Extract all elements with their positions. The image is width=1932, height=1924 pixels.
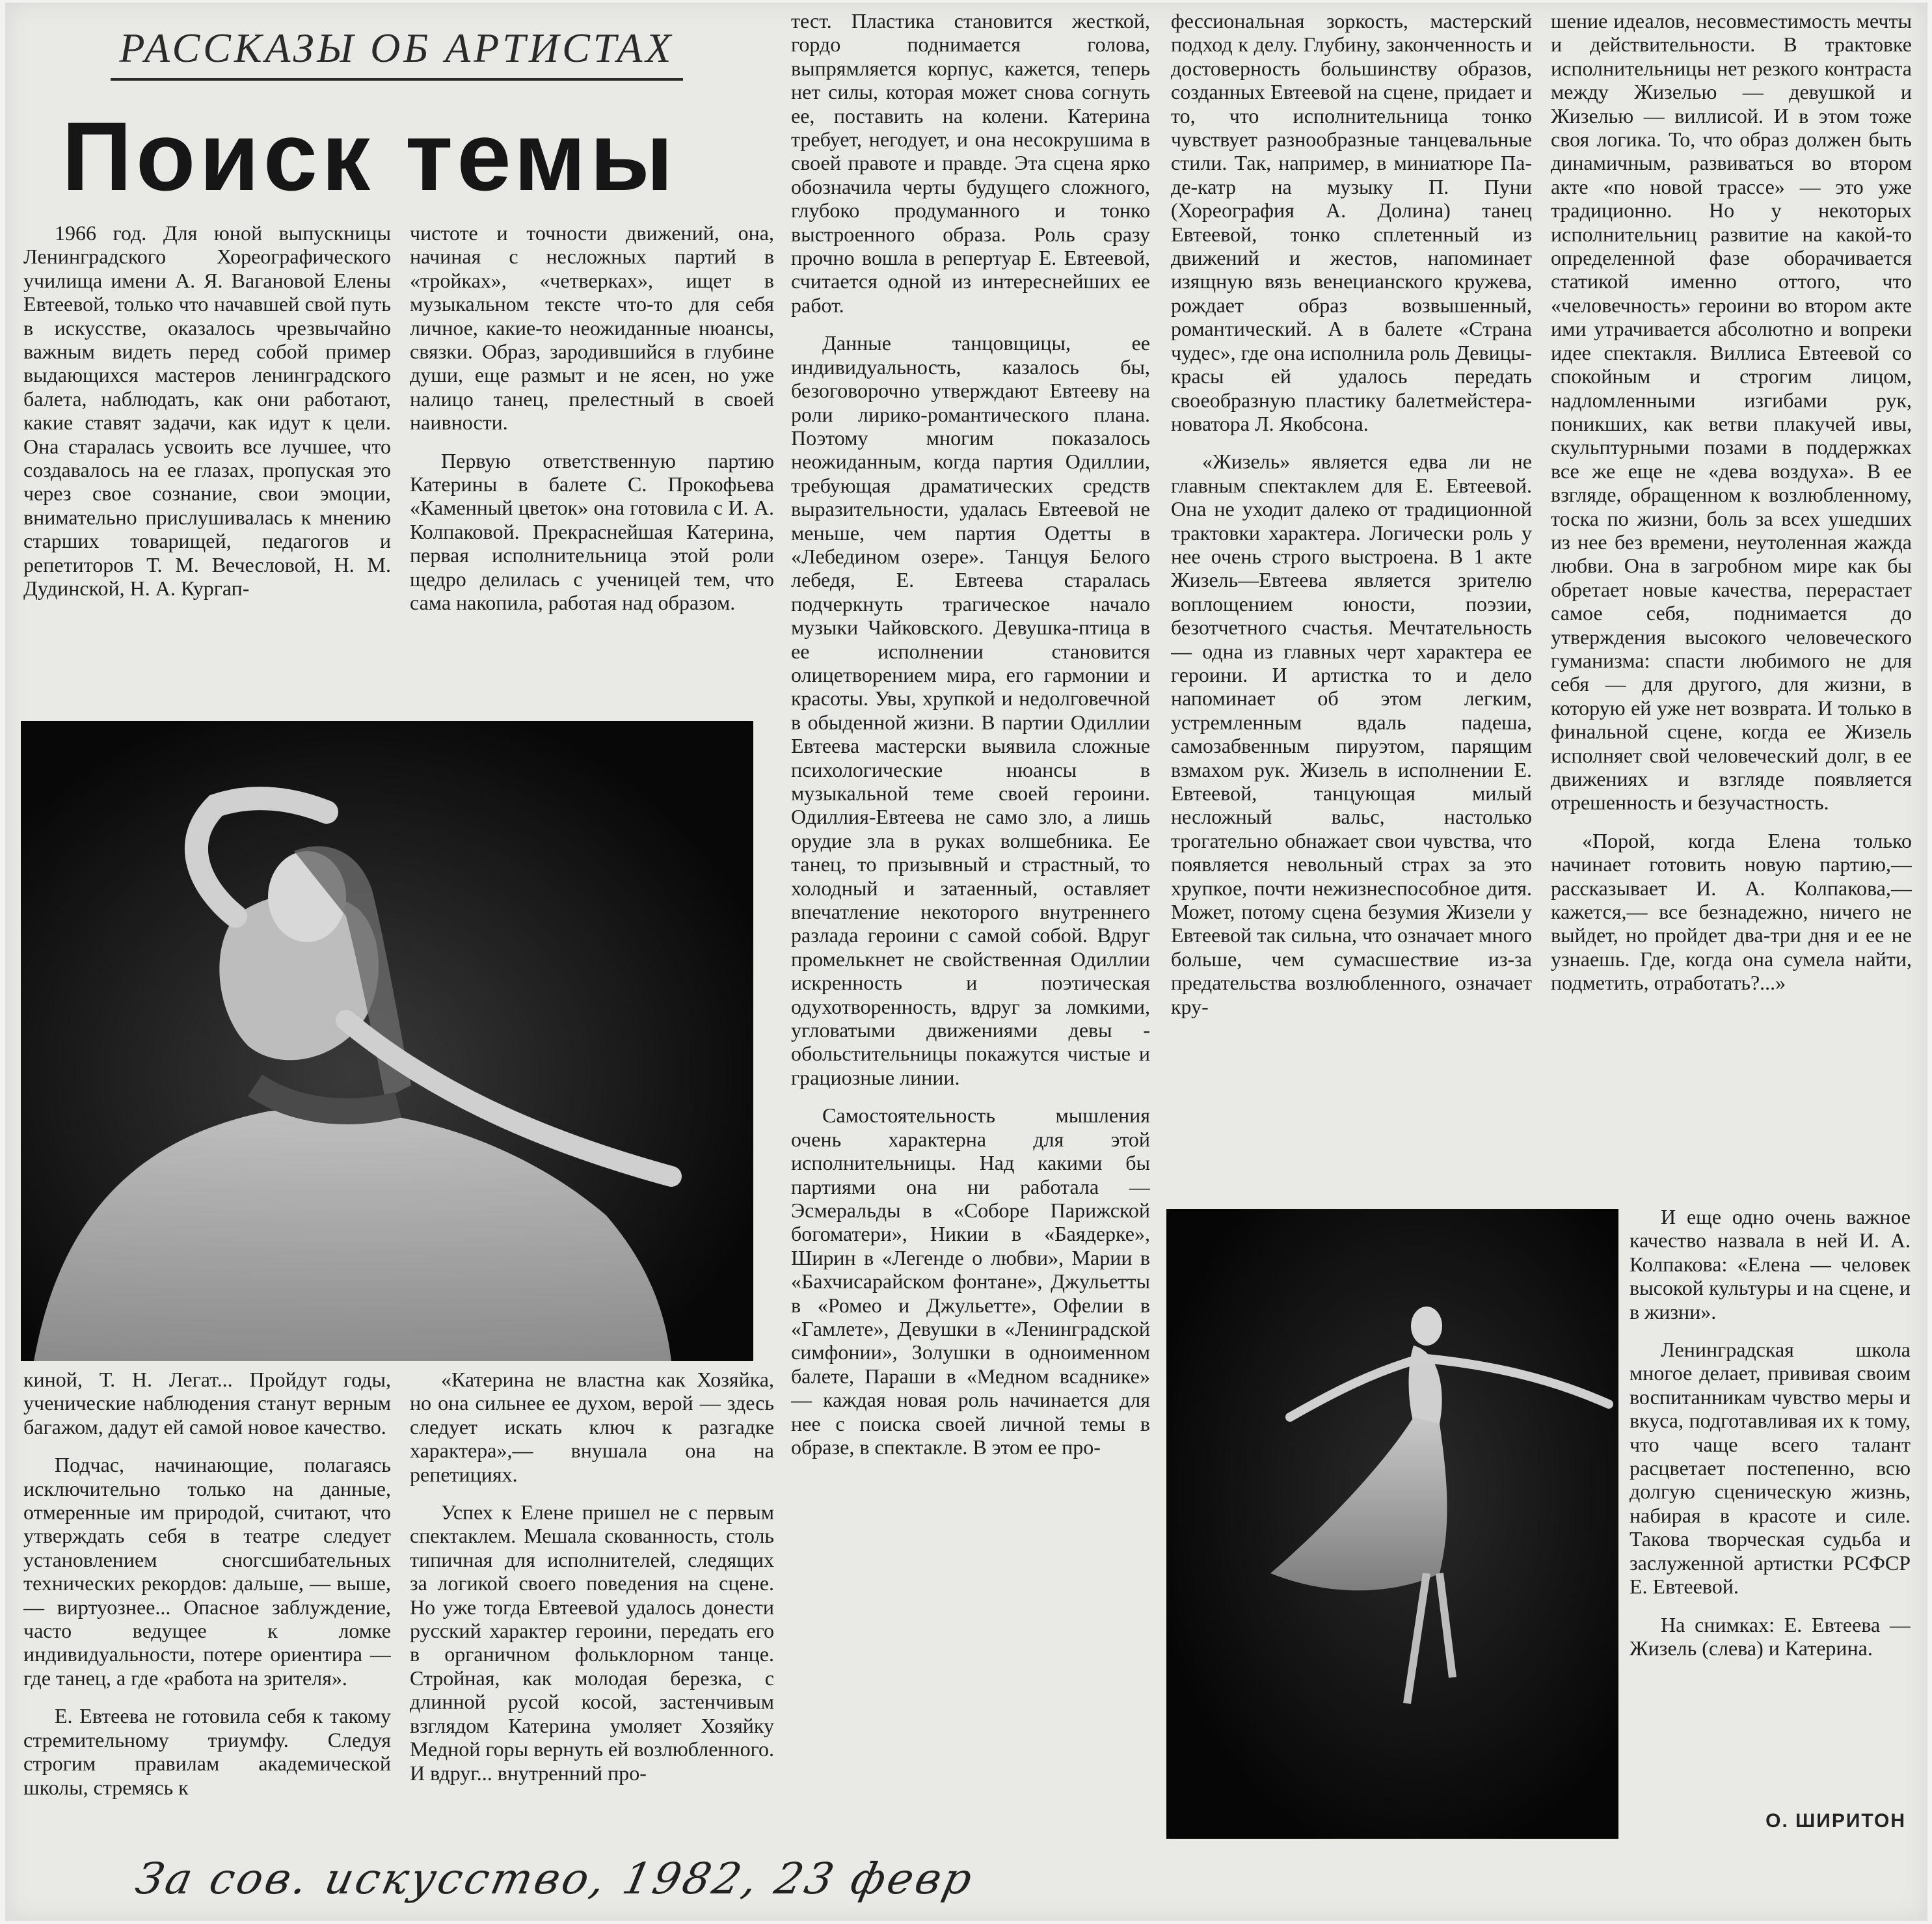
- dancer-image: [21, 721, 753, 1361]
- paragraph: Первую ответственную партию Катерины в балете С. Прокофьева «Каменный цветок» она готовила с И. А. Колпаковой. Прекраснейшая Катерина, первая исполнительница этой роли щедро делилась с ученицей тем, что сама накопила, работая над образом.: [410, 448, 774, 615]
- column-4: [1171, 9, 1532, 1193]
- paragraph: чистоте и точности движений, она, начиная с несложных партий в «тройках», «четверках», ищет в музыкальном тексте что-то для себя личное, какие-то неожиданные нюансы, связки. Образ, зародившийся в глубине души, еще размыт и не ясен, но уже налицо танец, прелестный в своей наивности.: [410, 221, 774, 435]
- paragraph: Подчас, начинающие, полагаясь исключительно только на данные, отмеренные им природой, считают, что утверждать себя в театре следует установлением сногсшибательных технических рекордов: дальше, — выше, — виртуознее... Опасное заблуждение, часто ведущее к ломке индивидуальности, потере ориентира — где танец, а где «работа на зрителя».: [23, 1453, 391, 1690]
- paragraph: фессиональная зоркость, мастерский подход к делу. Глубину, законченность и достоверность большинству образов, созданных Евтеевой на сцене, придает и то, что исполнительница тонко чувствует разнообразные танцевальные стили. Так, например, в миниатюре Па-де-катр на музыку П. Пуни (Хореография А. Долина) танец Евтеевой, тонко сплетенный из движений и жестов, напоминает изящную вязь венецианского кружева, рождает образ возвышенный, романтический. А в балете «Страна чудес», где она исполнила роль Девицы-красы ей удалось передать своеобразную пластику балетмейстера-новатора Л. Якобсона.: [1171, 9, 1532, 435]
- paragraph: Данные танцовщицы, ее индивидуальность, казалось бы, безоговорочно утверждают Евтееву на роли лирико-романтического плана. Поэтому многим показалось неожиданным, когда партия Одиллии, требующая драматических средств выразительности, удалась Евтеевой не меньше, чем партия Одетты в «Лебедином озере». Танцуя Белого лебедя, Е. Евтеева старалась подчеркнуть трагическое начало музыки Чайковского. Девушка-птица в ее исполнении становится олицетворением мира, его гармонии и красоты. Увы, хрупкой и недолговечной в обыденной жизни. В партии Одиллии Евтеева мастерски выявила сложные психологические нюансы в музыкальной теме своей героини. Одиллия-Евтеева не само зло, а лишь орудие зла в руках волшебника. Ее танец, то призывный и страстный, то холодный и затаенный, оставляет впечатление некоторого внутреннего разлада героини с самой собой. Вдруг промелькнет не свойственная Одиллии искренность и поэтическая одухотворенность, вдруг за ломкими, угловатыми движениями девы - обольстительницы покажутся чистые и грациозные линии.: [791, 331, 1150, 1089]
- column-6: [1630, 1205, 1911, 1810]
- column-8: [410, 1368, 774, 1849]
- dancer-image: [1166, 1209, 1618, 1839]
- paragraph: Успех к Елене пришел не с первым спектаклем. Мешала скованность, столь типичная для исполнителей, следящих за логикой своего поведения на сцене. Но уже тогда Евтеевой удалось донести русский характер героини, передать его в органичном фольклорном танце. Стройная, как молодая березка, с длинной русой косой, застенчивым взглядом Катерина умоляет Хозяйку Медной горы вернуть ей возлюбленного. И вдруг... внутренний про-: [410, 1500, 774, 1785]
- rubric-title: РАССКАЗЫ ОБ АРТИСТАХ: [111, 20, 683, 81]
- photo-katerina: [1166, 1209, 1618, 1839]
- column-5: [1551, 9, 1912, 1193]
- paragraph: Ленинградская школа многое делает, прививая своим воспитанникам чувство меры и вкуса, подготавливая их к тому, что чаще всего талант расцветает постепенно, всю долгую сценическую жизнь, набирая в красоте и силе. Такова творческая судьба и заслуженной артистки РСФСР Е. Евтеевой.: [1630, 1338, 1911, 1599]
- column-3: [791, 9, 1150, 1857]
- paragraph: «Порой, когда Елена только начинает готовить новую партию,— рассказывает И. А. Колпакова,— кажется,— все безнадежно, ничего не выйдет, но пройдет два-три дня и ее не узнаешь. Где, когда она сумела найти, подметить, отработать?...»: [1551, 828, 1912, 995]
- handwritten-source-note: За сов. искусство, 1982, 23 февр: [131, 1854, 979, 1904]
- paragraph: 1966 год. Для юной выпускницы Ленинградского Хореографического училища имени А. Я. Вагановой Елены Евтеевой, только что начавшей свой путь в искусстве, оказалось чрезвычайно важным видеть перед собой пример выдающихся мастеров ленинградского балета, наблюдать, как они работают, какие ставят задачи, как идут к цели. Она старалась усвоить все лучшее, что создавалось на ее глазах, пропуская это через свое сознание, свои эмоции, внимательно прислушивалась к мнению старших товарищей, педагогов и репетиторов Т. М. Вечесловой, Н. М. Дудинской, Н. А. Кургап-: [23, 221, 391, 601]
- headline: Поиск темы: [62, 102, 677, 211]
- author-signature: О. ШИРИТОН: [1765, 1810, 1906, 1832]
- paragraph: шение идеалов, несовместимость мечты и действительности. В трактовке исполнительницы нет резкого контраста между Жизелью — девушкой и Жизелью — виллисой. И в этом тоже своя логика. То, что образ должен быть динамичным, развиваться во втором акте «по новой трассе» — это уже традиционно. Но у некоторых исполнительниц развитие на какой-то определенной фазе оборачивается статикой именно оттого, что «человечность» героини во втором акте ими утрачивается абсолютно и вопреки идее спектакля. Виллиса Евтеевой со спокойным и строгим лицом, надломленными изгибами рук, поникших, как ветви плакучей ивы, скульптурными позами в поддержках все же еще не «дева воздуха». В ее взгляде, обращенном к возлюбленному, тоска по жизни, боль за всех ушедших из нее без времени, неутоленная жажда любви. Она в загробном мире как бы обретает новые качества, перерастает самое себя, поднимается до утверждения высокого человеческого гуманизма: спасти любимого не для себя — для другого, для жизни, в которую ей уже нет возврата. И только в финальной сцене, когда ее Жизель исполняет свой человеческий долг, в ее движениях и взгляде появляется отрешенность и безучастность.: [1551, 9, 1912, 815]
- paragraph: «Катерина не властна как Хозяйка, но она сильнее ее духом, верой — здесь следует искать ключ к разгадке характера»,— внушала она на репетициях.: [410, 1368, 774, 1486]
- column-1: [23, 221, 391, 703]
- photo-caption: На снимках: Е. Евтеева — Жизель (слева) и Катерина.: [1630, 1612, 1911, 1660]
- paragraph: тест. Пластика становится жесткой, гордо поднимается голова, выпрямляется корпус, кажется, теперь нет силы, которая может снова согнуть ее, поставить на колени. Катерина требует, негодует, и она несокрушима в своей правоте и правде. Эта сцена ярко обозначила черты будущего сложного, глубоко продуманного и тонко выстроенного образа. Роль сразу прочно вошла в репертуар Е. Евтеевой, считается одной из интереснейших ее работ.: [791, 9, 1150, 317]
- photo-giselle: [21, 721, 753, 1361]
- paragraph: киной, Т. Н. Легат... Пройдут годы, ученические наблюдения станут верным багажом, дадут ей самой новое качество.: [23, 1368, 391, 1439]
- paragraph: Е. Евтеева не готовила себя к такому стремительному триумфу. Следуя строгим правилам академической школы, стремясь к: [23, 1704, 391, 1799]
- column-2: [410, 221, 774, 703]
- paragraph: И еще одно очень важное качество назвала в ней И. А. Колпакова: «Елена — человек высокой культуры и на сцене, и в жизни».: [1630, 1205, 1911, 1323]
- paragraph: Самостоятельность мышления очень характерна для этой исполнительницы. Над какими бы партиями она ни работала — Эсмеральды в «Соборе Парижской богоматери», Никии в «Баядерке», Ширин в «Легенде о любви», Марии в «Бахчисарайском фонтане», Джульетты в «Ромео и Джульетте», Офелии в «Гамлете», Девушки в «Ленинградской симфонии», Золушки в одноименном балете, Параши в «Медном всаднике» — каждая новая роль начинается для нее с поиска своей личной темы в образе, в спектакле. В этом ее про-: [791, 1104, 1150, 1459]
- column-7: [23, 1368, 391, 1849]
- paragraph: «Жизель» является едва ли не главным спектаклем для Е. Евтеевой. Она не уходит далеко от традиционной трактовки характера. Логически роль у нее очень строго выстроена. В 1 акте Жизель—Евтеева является зрителю воплощением юности, поэзии, безотчетного счастья. Мечтательность — одна из главных черт характера ее героини. И артистка то и дело напоминает об этом легким, устремленным вдаль падеша, самозабвенным пируэтом, парящим взмахом рук. Жизель в исполнении Е. Евтеевой, танцующая милый несложный вальс, настолько трогательно обнажает свои чувства, что появляется невольный страх за это хрупкое, почти нежизнеспособное дитя. Может, потому сцена безумия Жизели у Евтеевой так сильна, что означает много больше, чем сумасшествие из-за предательства возлюбленного, означает кру-: [1171, 450, 1532, 1018]
